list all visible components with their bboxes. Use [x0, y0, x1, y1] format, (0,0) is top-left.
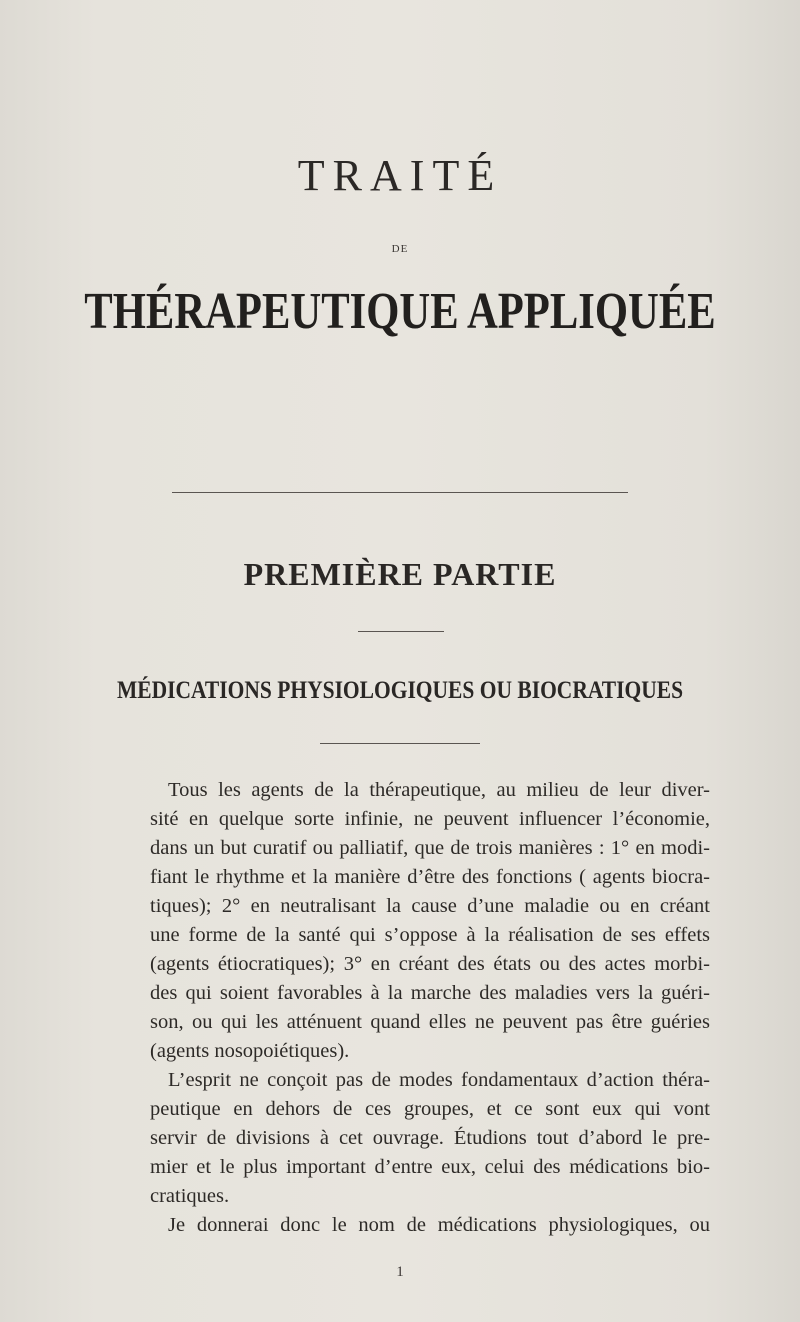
text-line: (agents nosopoiétiques). — [150, 1040, 350, 1062]
text-line: fiant le rhythme et la manière d’être des fonctions ( agents biocra- — [150, 866, 710, 888]
section-heading: MÉDICATIONS PHYSIOLOGIQUES OU BIOCRATIQUES — [116, 677, 684, 704]
text-line: tiques); 2° en neutralisant la cause d’une maladie ou en créant — [150, 895, 710, 917]
text-line: Tous les agents de la thérapeutique, au milieu de leur diver- — [168, 779, 710, 801]
text-line: peutique en dehors de ces groupes, et ce sont eux qui vont — [150, 1098, 710, 1120]
divider-rule-section — [320, 743, 480, 744]
divider-rule-short — [358, 631, 444, 632]
text-line: L’esprit ne conçoit pas de modes fondamentaux d’action théra- — [168, 1069, 710, 1091]
text-line: une forme de la santé qui s’oppose à la réalisation de ses effets — [150, 924, 710, 946]
text-line: sité en quelque sorte infinie, ne peuvent influencer l’économie, — [150, 808, 710, 830]
part-heading: PREMIÈRE PARTIE — [243, 556, 557, 592]
body-text — [150, 776, 710, 1240]
title-preposition: DE — [391, 243, 409, 255]
text-line: dans un but curatif ou palliatif, que de trois manières : 1° en modi- — [150, 837, 710, 859]
book-title: TRAITÉ — [297, 151, 503, 200]
text-line: servir de divisions à cet ouvrage. Étudions tout d’abord le pre- — [150, 1127, 710, 1149]
text-line: (agents étiocratiques); 3° en créant des états ou des actes morbi- — [150, 953, 710, 975]
book-subject: THÉRAPEUTIQUE APPLIQUÉE — [84, 283, 716, 340]
divider-rule — [172, 492, 628, 493]
text-line: cratiques. — [150, 1185, 230, 1207]
text-line: Je donnerai donc le nom de médications physiologiques, ou — [168, 1214, 710, 1236]
text-line: des qui soient favorables à la marche des maladies vers la guéri- — [150, 982, 710, 1004]
text-line: mier et le plus important d’entre eux, celui des médications bio- — [150, 1156, 710, 1178]
page-number: 1 — [396, 1264, 404, 1280]
text-line: son, ou qui les atténuent quand elles ne peuvent pas être guéries — [150, 1011, 710, 1033]
